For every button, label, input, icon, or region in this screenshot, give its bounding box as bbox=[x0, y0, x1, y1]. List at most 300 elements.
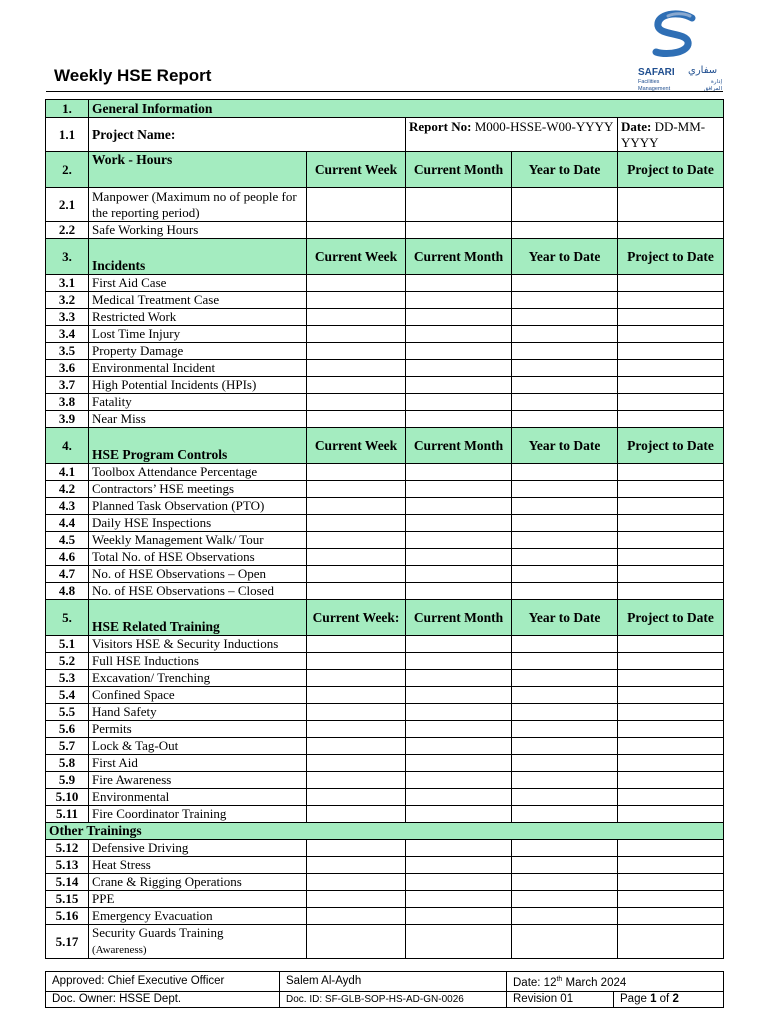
project-to-date-cell[interactable] bbox=[618, 549, 724, 566]
year-to-date-cell[interactable] bbox=[512, 549, 618, 566]
table-row bbox=[46, 653, 724, 670]
row-number: 3.3 bbox=[46, 309, 89, 326]
page-title: Weekly HSE Report bbox=[54, 66, 212, 85]
current-week-cell[interactable] bbox=[307, 704, 406, 721]
section-number: 2. bbox=[46, 152, 89, 188]
project-to-date-cell[interactable] bbox=[618, 309, 724, 326]
current-week-cell[interactable] bbox=[307, 481, 406, 498]
project-to-date-cell[interactable] bbox=[618, 670, 724, 687]
row-number: 3.6 bbox=[46, 360, 89, 377]
year-to-date-cell[interactable] bbox=[512, 394, 618, 411]
row-label: Weekly Management Walk/ Tour bbox=[89, 532, 307, 549]
project-to-date-cell[interactable] bbox=[618, 292, 724, 309]
logo-text-ar: سفاري bbox=[688, 65, 718, 76]
row-number: 5.7 bbox=[46, 738, 89, 755]
table-row bbox=[46, 583, 724, 600]
row-label: Lost Time Injury bbox=[89, 326, 307, 343]
row-label: Confined Space bbox=[89, 687, 307, 704]
year-to-date-cell[interactable] bbox=[512, 874, 618, 891]
row-label: Safe Working Hours bbox=[89, 222, 307, 239]
logo-subtitle-ar: إدارة المرافق bbox=[703, 79, 722, 92]
approval-date: Date: 12th March 2024 bbox=[507, 972, 724, 992]
section-title: HSE Program Controls bbox=[89, 428, 307, 464]
row-number: 4.1 bbox=[46, 464, 89, 481]
year-to-date-cell[interactable] bbox=[512, 481, 618, 498]
current-week-cell[interactable] bbox=[307, 275, 406, 292]
year-to-date-cell[interactable] bbox=[512, 925, 618, 959]
row-number: 3.5 bbox=[46, 343, 89, 360]
table-row bbox=[46, 481, 724, 498]
year-to-date-cell[interactable] bbox=[512, 583, 618, 600]
current-month-cell[interactable] bbox=[406, 377, 512, 394]
table-row bbox=[46, 772, 724, 789]
section-header-work-hours bbox=[46, 152, 724, 188]
current-week-cell[interactable] bbox=[307, 738, 406, 755]
current-week-cell[interactable] bbox=[307, 721, 406, 738]
table-row bbox=[46, 411, 724, 428]
project-to-date-cell[interactable] bbox=[618, 755, 724, 772]
row-label: Excavation/ Trenching bbox=[89, 670, 307, 687]
row-number: 5.14 bbox=[46, 874, 89, 891]
table-row bbox=[46, 394, 724, 411]
table-row bbox=[46, 343, 724, 360]
table-row bbox=[46, 874, 724, 891]
project-to-date-cell[interactable] bbox=[618, 789, 724, 806]
section-header-hse-program-controls bbox=[46, 428, 724, 464]
project-to-date-cell[interactable] bbox=[618, 840, 724, 857]
report-no-field[interactable] bbox=[406, 118, 618, 152]
column-header-current-week: Current Week bbox=[307, 239, 406, 275]
row-label: Permits bbox=[89, 721, 307, 738]
current-month-cell[interactable] bbox=[406, 891, 512, 908]
current-week-cell[interactable] bbox=[307, 532, 406, 549]
company-logo bbox=[636, 10, 728, 90]
current-month-cell[interactable] bbox=[406, 653, 512, 670]
year-to-date-cell[interactable] bbox=[512, 891, 618, 908]
row-number: 4.4 bbox=[46, 515, 89, 532]
current-week-cell[interactable] bbox=[307, 515, 406, 532]
project-to-date-cell[interactable] bbox=[618, 891, 724, 908]
row-number: 5.11 bbox=[46, 806, 89, 823]
row-label: Visitors HSE & Security Inductions bbox=[89, 636, 307, 653]
year-to-date-cell[interactable] bbox=[512, 772, 618, 789]
row-number: 4.3 bbox=[46, 498, 89, 515]
current-month-cell[interactable] bbox=[406, 704, 512, 721]
row-number: 5.16 bbox=[46, 908, 89, 925]
current-month-cell[interactable] bbox=[406, 908, 512, 925]
project-to-date-cell[interactable] bbox=[618, 806, 724, 823]
row-label: Heat Stress bbox=[89, 857, 307, 874]
logo-subtitle-en: Facilities Management bbox=[638, 79, 671, 92]
row-label: No. of HSE Observations – Open bbox=[89, 566, 307, 583]
current-month-cell[interactable] bbox=[406, 687, 512, 704]
project-name-field[interactable] bbox=[89, 118, 406, 152]
revision: Revision 01 bbox=[507, 991, 614, 1007]
current-month-cell[interactable] bbox=[406, 326, 512, 343]
row-number: 3.1 bbox=[46, 275, 89, 292]
current-month-cell[interactable] bbox=[406, 840, 512, 857]
table-row bbox=[46, 755, 724, 772]
current-week-cell[interactable] bbox=[307, 549, 406, 566]
current-month-cell[interactable] bbox=[406, 738, 512, 755]
table-row bbox=[46, 738, 724, 755]
table-row bbox=[46, 275, 724, 292]
project-to-date-cell[interactable] bbox=[618, 394, 724, 411]
row-number: 3.9 bbox=[46, 411, 89, 428]
row-number: 5.17 bbox=[46, 925, 89, 959]
section-header-incidents bbox=[46, 239, 724, 275]
column-header-project-to-date: Project to Date bbox=[618, 600, 724, 636]
current-month-cell[interactable] bbox=[406, 772, 512, 789]
year-to-date-cell[interactable] bbox=[512, 636, 618, 653]
row-number: 4.6 bbox=[46, 549, 89, 566]
year-to-date-cell[interactable] bbox=[512, 292, 618, 309]
row-number: 5.2 bbox=[46, 653, 89, 670]
date-field[interactable] bbox=[618, 118, 724, 152]
current-week-cell[interactable] bbox=[307, 908, 406, 925]
table-row bbox=[46, 360, 724, 377]
row-number: 3.2 bbox=[46, 292, 89, 309]
section-header-general bbox=[46, 100, 724, 118]
row-label: Fatality bbox=[89, 394, 307, 411]
row-label: High Potential Incidents (HPIs) bbox=[89, 377, 307, 394]
row-label: Hand Safety bbox=[89, 704, 307, 721]
date-label: Date: bbox=[621, 119, 652, 134]
row-number: 2.1 bbox=[46, 188, 89, 222]
current-week-cell[interactable] bbox=[307, 188, 406, 222]
table-row bbox=[46, 464, 724, 481]
current-week-cell[interactable] bbox=[307, 806, 406, 823]
project-to-date-cell[interactable] bbox=[618, 772, 724, 789]
year-to-date-cell[interactable] bbox=[512, 411, 618, 428]
row-label: Lock & Tag-Out bbox=[89, 738, 307, 755]
table-row bbox=[46, 532, 724, 549]
row-number: 3.8 bbox=[46, 394, 89, 411]
project-to-date-cell[interactable] bbox=[618, 566, 724, 583]
row-label: Planned Task Observation (PTO) bbox=[89, 498, 307, 515]
current-week-cell[interactable] bbox=[307, 687, 406, 704]
current-week-cell[interactable] bbox=[307, 498, 406, 515]
year-to-date-cell[interactable] bbox=[512, 343, 618, 360]
table-row bbox=[46, 309, 724, 326]
current-week-cell[interactable] bbox=[307, 891, 406, 908]
current-week-cell[interactable] bbox=[307, 411, 406, 428]
header-divider bbox=[46, 91, 723, 92]
project-to-date-cell[interactable] bbox=[618, 636, 724, 653]
current-month-cell[interactable] bbox=[406, 549, 512, 566]
current-week-cell[interactable] bbox=[307, 222, 406, 239]
current-week-cell[interactable] bbox=[307, 309, 406, 326]
table-row bbox=[46, 908, 724, 925]
year-to-date-cell[interactable] bbox=[512, 222, 618, 239]
current-month-cell[interactable] bbox=[406, 394, 512, 411]
current-month-cell[interactable] bbox=[406, 755, 512, 772]
year-to-date-cell[interactable] bbox=[512, 670, 618, 687]
section-title: General Information bbox=[89, 100, 724, 118]
current-month-cell[interactable] bbox=[406, 498, 512, 515]
table-row bbox=[46, 806, 724, 823]
current-week-cell[interactable] bbox=[307, 925, 406, 959]
report-no-value: M000-HSSE-W00-YYYY bbox=[474, 119, 614, 134]
project-to-date-cell[interactable] bbox=[618, 343, 724, 360]
column-header-project-to-date: Project to Date bbox=[618, 239, 724, 275]
row-label: Fire Coordinator Training bbox=[89, 806, 307, 823]
project-to-date-cell[interactable] bbox=[618, 515, 724, 532]
report-no-label: Report No: bbox=[409, 119, 472, 134]
table-row bbox=[46, 721, 724, 738]
current-week-cell[interactable] bbox=[307, 583, 406, 600]
column-header-current-month: Current Month bbox=[406, 239, 512, 275]
row-number: 5.12 bbox=[46, 840, 89, 857]
table-row bbox=[46, 840, 724, 857]
year-to-date-cell[interactable] bbox=[512, 653, 618, 670]
row-label: Fire Awareness bbox=[89, 772, 307, 789]
current-month-cell[interactable] bbox=[406, 464, 512, 481]
current-month-cell[interactable] bbox=[406, 925, 512, 959]
row-label: Medical Treatment Case bbox=[89, 292, 307, 309]
year-to-date-cell[interactable] bbox=[512, 360, 618, 377]
project-to-date-cell[interactable] bbox=[618, 360, 724, 377]
section-number: 4. bbox=[46, 428, 89, 464]
current-month-cell[interactable] bbox=[406, 721, 512, 738]
project-to-date-cell[interactable] bbox=[618, 464, 724, 481]
current-week-cell[interactable] bbox=[307, 326, 406, 343]
project-to-date-cell[interactable] bbox=[618, 326, 724, 343]
current-month-cell[interactable] bbox=[406, 583, 512, 600]
current-month-cell[interactable] bbox=[406, 532, 512, 549]
table-row bbox=[46, 549, 724, 566]
year-to-date-cell[interactable] bbox=[512, 687, 618, 704]
section-title: Other Trainings bbox=[46, 823, 724, 840]
current-week-cell[interactable] bbox=[307, 292, 406, 309]
current-month-cell[interactable] bbox=[406, 292, 512, 309]
current-week-cell[interactable] bbox=[307, 772, 406, 789]
table-row bbox=[46, 377, 724, 394]
row-label: Contractors’ HSE meetings bbox=[89, 481, 307, 498]
column-header-year-to-date: Year to Date bbox=[512, 152, 618, 188]
project-to-date-cell[interactable] bbox=[618, 653, 724, 670]
current-month-cell[interactable] bbox=[406, 222, 512, 239]
year-to-date-cell[interactable] bbox=[512, 532, 618, 549]
approved-by: Approved: Chief Executive Officer bbox=[46, 972, 280, 992]
current-month-cell[interactable] bbox=[406, 360, 512, 377]
row-label: Manpower (Maximum no of people for the reporting period) bbox=[89, 188, 307, 222]
year-to-date-cell[interactable] bbox=[512, 789, 618, 806]
approver-name: Salem Al-Aydh bbox=[280, 972, 507, 992]
section-number: 5. bbox=[46, 600, 89, 636]
column-header-current-month: Current Month bbox=[406, 152, 512, 188]
current-week-cell[interactable] bbox=[307, 377, 406, 394]
project-to-date-cell[interactable] bbox=[618, 222, 724, 239]
row-number: 3.4 bbox=[46, 326, 89, 343]
current-month-cell[interactable] bbox=[406, 857, 512, 874]
row-label: No. of HSE Observations – Closed bbox=[89, 583, 307, 600]
row-label: First Aid bbox=[89, 755, 307, 772]
section-title: Incidents bbox=[89, 239, 307, 275]
current-month-cell[interactable] bbox=[406, 343, 512, 360]
table-row bbox=[46, 188, 724, 222]
row-number: 2.2 bbox=[46, 222, 89, 239]
project-to-date-cell[interactable] bbox=[618, 481, 724, 498]
project-to-date-cell[interactable] bbox=[618, 857, 724, 874]
current-month-cell[interactable] bbox=[406, 874, 512, 891]
current-month-cell[interactable] bbox=[406, 481, 512, 498]
year-to-date-cell[interactable] bbox=[512, 515, 618, 532]
document-footer bbox=[45, 971, 724, 1008]
current-month-cell[interactable] bbox=[406, 309, 512, 326]
row-number: 5.1 bbox=[46, 636, 89, 653]
table-row bbox=[46, 687, 724, 704]
row-label: Total No. of HSE Observations bbox=[89, 549, 307, 566]
current-week-cell[interactable] bbox=[307, 755, 406, 772]
column-header-year-to-date: Year to Date bbox=[512, 600, 618, 636]
row-label: Environmental bbox=[89, 789, 307, 806]
column-header-project-to-date: Project to Date bbox=[618, 428, 724, 464]
row-number: 5.15 bbox=[46, 891, 89, 908]
section-number: 3. bbox=[46, 239, 89, 275]
year-to-date-cell[interactable] bbox=[512, 464, 618, 481]
column-header-year-to-date: Year to Date bbox=[512, 239, 618, 275]
current-week-cell[interactable] bbox=[307, 394, 406, 411]
section-header-other-trainings bbox=[46, 823, 724, 840]
current-week-cell[interactable] bbox=[307, 566, 406, 583]
table-row bbox=[46, 704, 724, 721]
table-row bbox=[46, 636, 724, 653]
current-week-cell[interactable] bbox=[307, 636, 406, 653]
column-header-current-week: Current Week bbox=[307, 152, 406, 188]
table-row bbox=[46, 857, 724, 874]
project-name-label: Project Name: bbox=[92, 126, 176, 142]
current-week-cell[interactable] bbox=[307, 874, 406, 891]
current-week-cell[interactable] bbox=[307, 670, 406, 687]
project-to-date-cell[interactable] bbox=[618, 687, 724, 704]
logo-text-en: SAFARI bbox=[638, 67, 675, 78]
current-month-cell[interactable] bbox=[406, 411, 512, 428]
year-to-date-cell[interactable] bbox=[512, 840, 618, 857]
table-row bbox=[46, 498, 724, 515]
row-label: Crane & Rigging Operations bbox=[89, 874, 307, 891]
project-to-date-cell[interactable] bbox=[618, 411, 724, 428]
year-to-date-cell[interactable] bbox=[512, 326, 618, 343]
table-row bbox=[46, 891, 724, 908]
current-week-cell[interactable] bbox=[307, 464, 406, 481]
table-row bbox=[46, 789, 724, 806]
project-to-date-cell[interactable] bbox=[618, 188, 724, 222]
year-to-date-cell[interactable] bbox=[512, 704, 618, 721]
section-title: Work - Hours bbox=[89, 152, 307, 188]
section-number: 1. bbox=[46, 100, 89, 118]
current-week-cell[interactable] bbox=[307, 857, 406, 874]
row-number: 4.5 bbox=[46, 532, 89, 549]
row-number: 5.3 bbox=[46, 670, 89, 687]
current-month-cell[interactable] bbox=[406, 515, 512, 532]
column-header-current-month: Current Month bbox=[406, 600, 512, 636]
year-to-date-cell[interactable] bbox=[512, 188, 618, 222]
project-to-date-cell[interactable] bbox=[618, 908, 724, 925]
row-label: Toolbox Attendance Percentage bbox=[89, 464, 307, 481]
row-number: 5.5 bbox=[46, 704, 89, 721]
year-to-date-cell[interactable] bbox=[512, 755, 618, 772]
table-row bbox=[46, 222, 724, 239]
project-to-date-cell[interactable] bbox=[618, 377, 724, 394]
row-number: 5.8 bbox=[46, 755, 89, 772]
project-to-date-cell[interactable] bbox=[618, 738, 724, 755]
project-to-date-cell[interactable] bbox=[618, 925, 724, 959]
column-header-year-to-date: Year to Date bbox=[512, 428, 618, 464]
row-number: 5.9 bbox=[46, 772, 89, 789]
current-week-cell[interactable] bbox=[307, 653, 406, 670]
project-to-date-cell[interactable] bbox=[618, 874, 724, 891]
table-row bbox=[46, 670, 724, 687]
row-number: 3.7 bbox=[46, 377, 89, 394]
section-header-hse-related-training bbox=[46, 600, 724, 636]
project-to-date-cell[interactable] bbox=[618, 583, 724, 600]
year-to-date-cell[interactable] bbox=[512, 806, 618, 823]
row-label: First Aid Case bbox=[89, 275, 307, 292]
table-row bbox=[46, 566, 724, 583]
current-month-cell[interactable] bbox=[406, 806, 512, 823]
year-to-date-cell[interactable] bbox=[512, 309, 618, 326]
current-month-cell[interactable] bbox=[406, 636, 512, 653]
column-header-current-week: Current Week bbox=[307, 428, 406, 464]
hse-report-table bbox=[45, 99, 724, 959]
project-to-date-cell[interactable] bbox=[618, 532, 724, 549]
row-label: Restricted Work bbox=[89, 309, 307, 326]
table-row bbox=[46, 292, 724, 309]
current-month-cell[interactable] bbox=[406, 188, 512, 222]
safari-swoosh-icon bbox=[644, 10, 706, 60]
project-to-date-cell[interactable] bbox=[618, 704, 724, 721]
current-month-cell[interactable] bbox=[406, 670, 512, 687]
row-label: Property Damage bbox=[89, 343, 307, 360]
current-month-cell[interactable] bbox=[406, 566, 512, 583]
project-to-date-cell[interactable] bbox=[618, 275, 724, 292]
row-label: Near Miss bbox=[89, 411, 307, 428]
column-header-current-week: Current Week: bbox=[307, 600, 406, 636]
row-number: 4.7 bbox=[46, 566, 89, 583]
doc-id: Doc. ID: SF-GLB-SOP-HS-AD-GN-0026 bbox=[280, 991, 507, 1007]
current-month-cell[interactable] bbox=[406, 789, 512, 806]
current-month-cell[interactable] bbox=[406, 275, 512, 292]
year-to-date-cell[interactable] bbox=[512, 857, 618, 874]
year-to-date-cell[interactable] bbox=[512, 377, 618, 394]
row-label: Security Guards Training (Awareness) bbox=[89, 925, 307, 959]
section-title: HSE Related Training bbox=[89, 600, 307, 636]
year-to-date-cell[interactable] bbox=[512, 738, 618, 755]
row-label: PPE bbox=[89, 891, 307, 908]
doc-owner: Doc. Owner: HSSE Dept. bbox=[46, 991, 280, 1007]
column-header-project-to-date: Project to Date bbox=[618, 152, 724, 188]
project-to-date-cell[interactable] bbox=[618, 721, 724, 738]
page-number: Page 1 of 2 bbox=[614, 991, 724, 1007]
current-week-cell[interactable] bbox=[307, 789, 406, 806]
year-to-date-cell[interactable] bbox=[512, 721, 618, 738]
row-number: 5.13 bbox=[46, 857, 89, 874]
year-to-date-cell[interactable] bbox=[512, 275, 618, 292]
current-week-cell[interactable] bbox=[307, 360, 406, 377]
current-week-cell[interactable] bbox=[307, 343, 406, 360]
row-number: 1.1 bbox=[46, 118, 89, 152]
current-week-cell[interactable] bbox=[307, 840, 406, 857]
table-row bbox=[46, 515, 724, 532]
table-row bbox=[46, 925, 724, 959]
row-label: Daily HSE Inspections bbox=[89, 515, 307, 532]
row-number: 4.8 bbox=[46, 583, 89, 600]
year-to-date-cell[interactable] bbox=[512, 908, 618, 925]
project-to-date-cell[interactable] bbox=[618, 498, 724, 515]
year-to-date-cell[interactable] bbox=[512, 566, 618, 583]
year-to-date-cell[interactable] bbox=[512, 498, 618, 515]
